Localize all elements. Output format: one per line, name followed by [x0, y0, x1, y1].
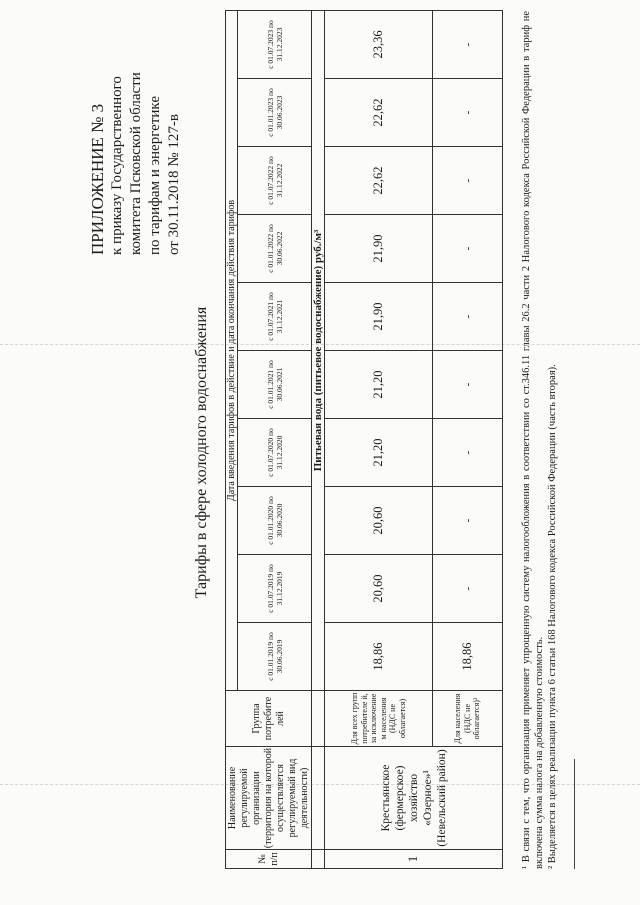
footnotes	[520, 11, 559, 869]
header-period: с 01.01.2019 по 30.06.2019	[238, 623, 312, 691]
tariff-value: 21,90	[325, 283, 433, 351]
header-period: с 01.01.2020 по 30.06.2020	[238, 487, 312, 555]
header-number: № п/п	[226, 850, 312, 869]
tariff-value: 18,86	[325, 623, 433, 691]
tariff-value: 18,86	[433, 623, 503, 691]
tariff-value: -	[433, 351, 503, 419]
tariff-value: 23,36	[325, 10, 433, 78]
tariff-value: 22,62	[325, 147, 433, 215]
table-row	[433, 10, 503, 868]
row-number: 1	[325, 850, 503, 869]
tariff-value: -	[433, 555, 503, 623]
section-label: Питьевая вода (питьевое водоснабжение) руб./м³	[312, 10, 325, 690]
section-empty-cell	[312, 691, 325, 747]
tariff-value: 20,60	[325, 487, 433, 555]
appendix-line: от 30.11.2018 № 127-в	[166, 114, 182, 255]
header-period: с 01.01.2021 по 30.06.2021	[238, 351, 312, 419]
tariff-value: 21,20	[325, 419, 433, 487]
header-organization: Наименование регулируемой организации (территория на которой осуществляется регулируемый вид деятельности)	[226, 747, 310, 849]
header-period: с 01.07.2020 по 31.12.2020	[238, 419, 312, 487]
header-period: с 01.07.2023 по 31.12.2023	[238, 10, 312, 78]
tariff-value: -	[433, 283, 503, 351]
tariff-value: -	[433, 10, 503, 78]
footnote: ¹ В связи с тем, что организация применяет упрощенную систему налогообложения в соответствии со ст.346.11 главы 26.2 части 2 Налогового кодекса Российской Федерации в тариф не включена сумма налога на добавленную стоимость.	[521, 11, 545, 869]
appendix-title: ПРИЛОЖЕНИЕ № 3	[88, 103, 107, 255]
tariff-value: 21,90	[325, 215, 433, 283]
appendix-header	[88, 35, 184, 255]
tariff-value: 22,62	[325, 79, 433, 147]
tariff-value: 21,20	[325, 351, 433, 419]
signature-rule	[574, 759, 575, 869]
appendix-line: к приказу Государственного	[109, 76, 125, 255]
appendix-line: комитета Псковской области	[128, 72, 144, 255]
table-row	[325, 10, 433, 868]
header-period: с 01.01.2022 по 30.06.2022	[238, 215, 312, 283]
tariff-value: -	[433, 215, 503, 283]
appendix-line: по тарифам и энергетике	[147, 96, 163, 255]
consumer-group: Для населения (НДС не облагается)²	[433, 691, 503, 747]
header-period: с 01.01.2023 по 30.06.2023	[238, 79, 312, 147]
header-dates-span: Дата введения тарифов в действие и дата окончания действия тарифов	[226, 10, 238, 690]
tariff-value: -	[433, 419, 503, 487]
tariff-value: 20,60	[325, 555, 433, 623]
footnote: ² Выделяется в целях реализации пункта 6 статьи 168 Налогового кодекса Российской Федерации (часть вторая).	[547, 364, 558, 869]
tariff-table	[225, 10, 503, 869]
header-group: Группа потребите лей	[226, 691, 312, 747]
header-period: с 01.07.2021 по 31.12.2021	[238, 283, 312, 351]
document-title: Тарифы в сфере холодного водоснабжения	[193, 306, 210, 599]
header-period: с 01.07.2022 по 31.12.2022	[238, 147, 312, 215]
tariff-value: -	[433, 147, 503, 215]
tariff-value: -	[433, 487, 503, 555]
section-empty-cell	[312, 850, 325, 869]
tariff-value: -	[433, 79, 503, 147]
consumer-group: Для всех групп потребителе й, за исключение м населения (НДС не облагается)	[325, 691, 433, 747]
section-empty-cell	[312, 747, 325, 850]
header-period: с 01.07.2019 по 31.12.2019	[238, 555, 312, 623]
organization-name: Крестьянское (фермерское) хозяйство «Озерное»¹ (Невельский район)	[325, 747, 503, 850]
